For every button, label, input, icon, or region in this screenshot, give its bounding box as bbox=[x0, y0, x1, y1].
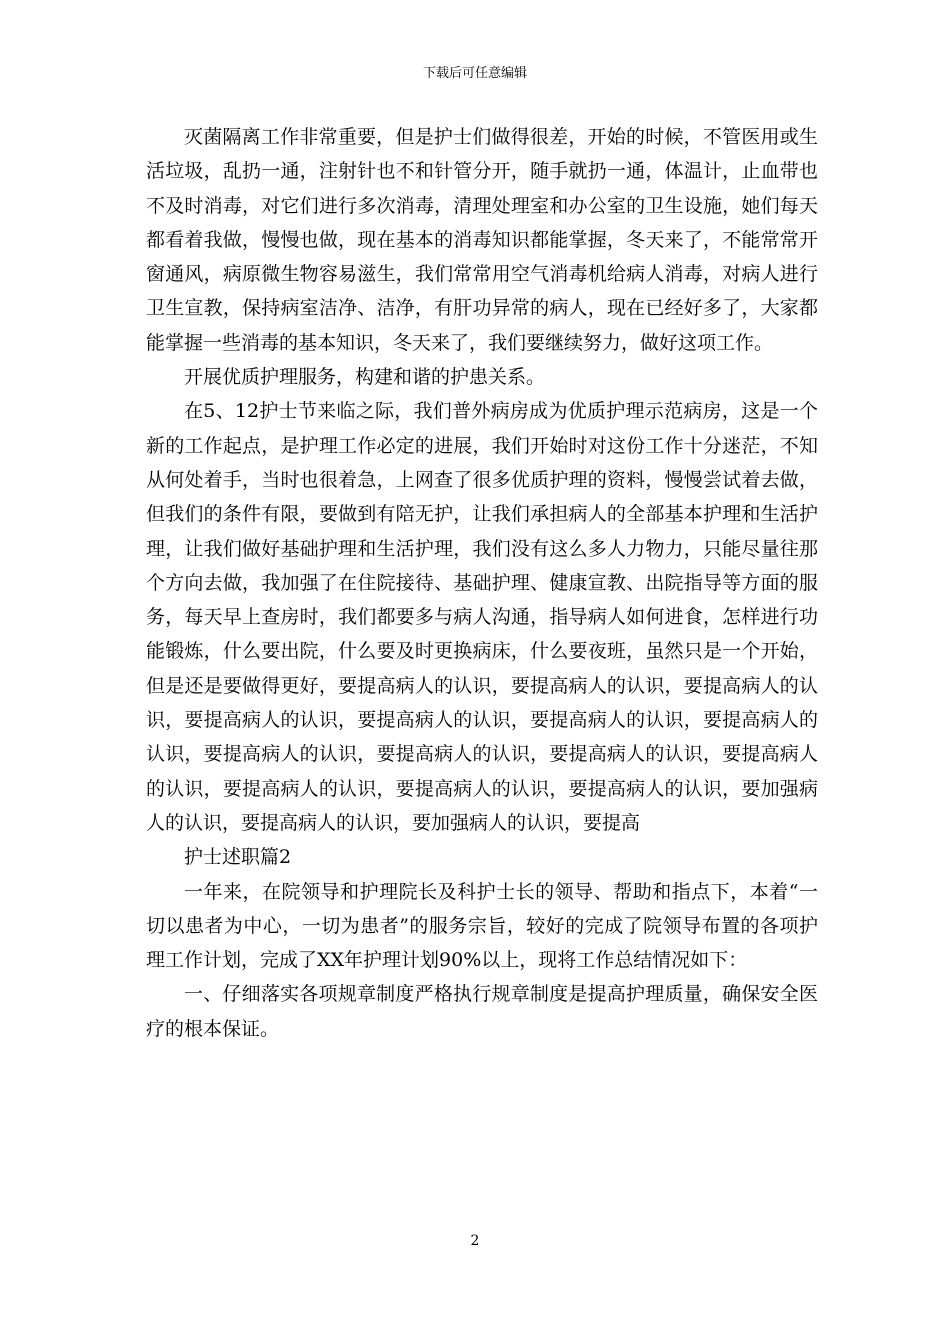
paragraph-regulations: 一、仔细落实各项规章制度严格执行规章制度是提高护理质量，确保安全医疗的根本保证。 bbox=[146, 983, 818, 1040]
paragraph-disinfection: 灭菌隔离工作非常重要，但是护士们做得很差，开始的时候，不管医用或生活垃圾，乱扔一通，注射针也不和针管分开，随手就扔一通，体温计，止血带也不及时消毒，对它们进行多次消毒，清理处理室和办公室的卫生设施，她们每天都看着我做，慢慢也做，现在基本的消毒知识都能掌握，冬天来了，不能常常开窗通风，病原微生物容易滋生，我们常常用空气消毒机给病人消毒，对病人进行卫生宣教，保持病室洁净、洁净，有肝功异常的病人，现在已经好多了，大家都能掌握一些消毒的基本知识，冬天来了，我们要继续努力，做好这项工作。 bbox=[146, 126, 818, 354]
section-title-report-2: 护士述职篇2 bbox=[184, 846, 292, 869]
paragraph-nurses-day: 在5、12护士节来临之际，我们普外病房成为优质护理示范病房，这是一个新的工作起点，是护理工作必定的进展，我们开始时对这份工作十分迷茫，不知从何处着手，当时也很着急，上网查了很多优质护理的资料，慢慢尝试着去做，但我们的条件有限，要做到有陪无护，让我们承担病人的全部基本护理和生活护理，让我们做好基础护理和生活护理，我们没有这么多人力物力，只能尽量往那个方向去做，我加强了在住院接待、基础护理、健康宣教、出院指导等方面的服务，每天早上查房时，我们都要多与病人沟通，指导病人如何进食，怎样进行功能锻炼，什么要出院，什么要及时更换病床，什么要夜班，虽然只是一个开始，但是还是要做得更好，要提高病人的认识，要提高病人的认识，要提高病人的认识，要提高病人的认识，要提高病人的认识，要提高病人的认识，要提高病人的认识，要提高病人的认识，要提高病人的认识，要提高病人的认识，要提高病人的认识，要提高病人的认识，要提高病人的认识，要提高病人的认识，要加强病人的认识，要提高病人的认识，要加强病人的认识，要提高 bbox=[146, 400, 818, 834]
paragraph-quality-care-heading: 开展优质护理服务，构建和谐的护患关系。 bbox=[184, 366, 546, 389]
page-header: 下载后可任意编辑 bbox=[422, 66, 527, 81]
page-number: 2 bbox=[470, 1233, 480, 1249]
paragraph-year-summary: 一年来，在院领导和护理院长及科护士长的领导、帮助和指点下，本着“一切以患者为中心，一切为患者”的服务宗旨，较好的完成了院领导布置的各项护理工作计划，完成了XX年护理计划90%以上，现将工作总结情况如下： bbox=[146, 880, 818, 972]
document-body bbox=[146, 120, 818, 1046]
